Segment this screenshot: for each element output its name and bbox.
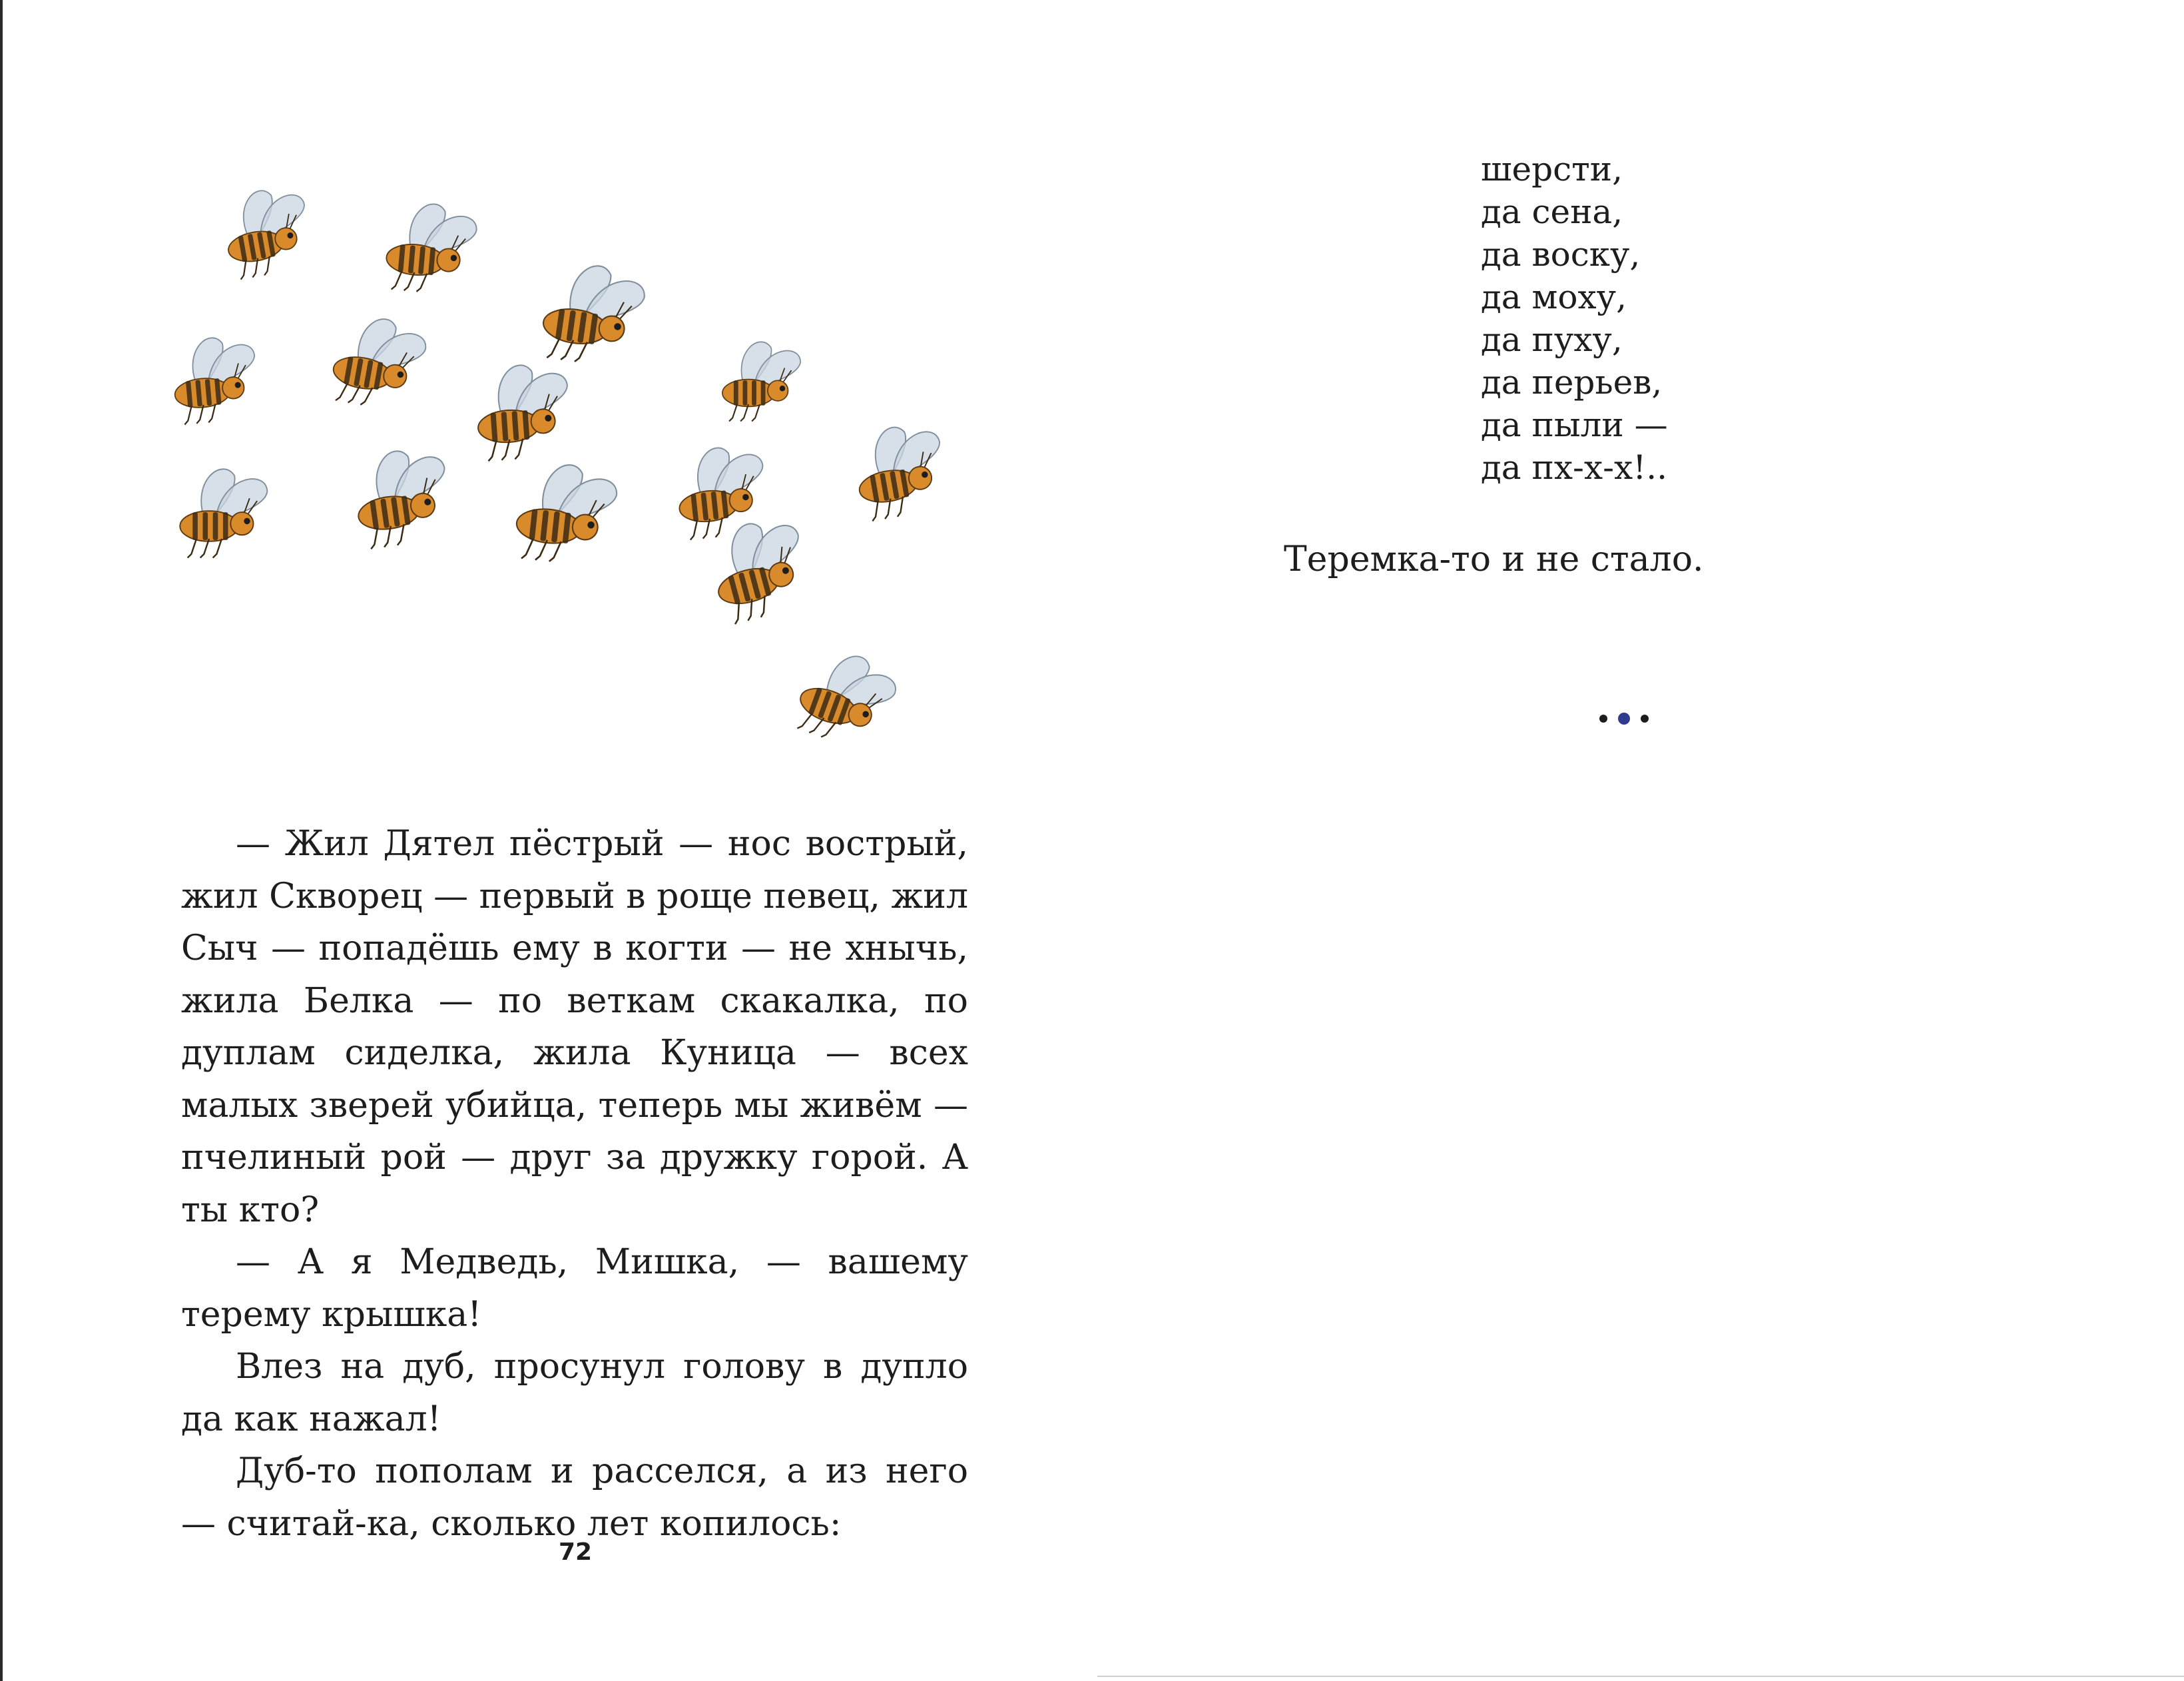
verse-line: да пыли — [1481,406,1668,444]
story-text [181,818,968,1550]
bee-icon [384,200,478,296]
verse-line: да воску, [1481,235,1641,274]
page-edge-divider [1097,1676,2184,1677]
paragraph: Дуб-то пополам и расселся, а из него — считай-ка, сколько лет копилось: [181,1451,968,1544]
bee-swarm-illustration [136,173,1015,773]
verse-line: да моху, [1481,278,1627,316]
paragraph: — Жил Дятел пёстрый — нос вострый, жил Скворец — первый в роще певец, жил Сыч — попадёшь ему в когти — не хнычь, жила Белка — по веткам скакалка, по дуплам сиделка, жила Куница — всех малых зверей убийца, теперь мы живём — пчелиный рой — друг за дружку горой. А ты кто? [181,824,968,1230]
bee-icon [219,184,315,281]
ornament-dot [1599,715,1607,723]
bee-icon [328,312,429,414]
ornament-dot [1641,715,1649,723]
verse-line: шерсти, [1481,150,1623,188]
verse-line: да пуху, [1481,320,1623,359]
paragraph: — А я Медведь, Мишка, — вашему терему крышка! [181,1242,968,1335]
bee-icon [170,334,260,426]
verse-block [1481,148,1668,489]
bee-icon [539,260,648,370]
bee-icon [350,445,454,550]
ornament-dot [1618,713,1630,725]
verse-line: да перьев, [1481,363,1663,402]
closing-line: Теремка-то и не стало. [1284,539,1704,579]
bee-icon [790,643,903,756]
verse-line: да сена, [1481,192,1623,231]
bee-icon [850,420,951,522]
bee-icon [513,460,619,568]
bee-icon [722,342,800,421]
paragraph: Влез на дуб, просунул голову в дупло да как нажал! [181,1347,968,1439]
verse-line: да пх-х-х!.. [1481,448,1668,487]
three-dots-ornament-icon [1594,709,1654,729]
bee-icon [180,469,267,557]
bee-icon [474,362,572,462]
page-number: 72 [558,1538,593,1566]
